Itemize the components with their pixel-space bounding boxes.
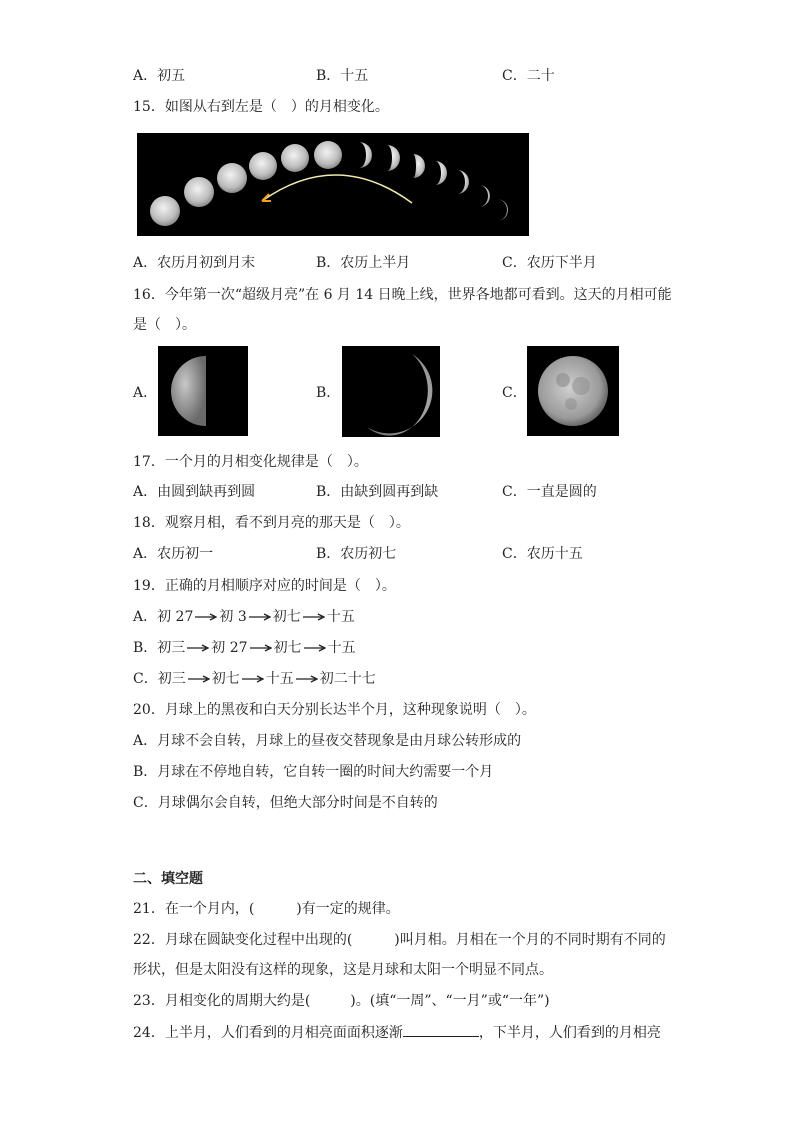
seq-item: A．初 27 <box>133 609 194 625</box>
q21-post: )有一定的规律。 <box>296 901 400 917</box>
q24 <box>133 1022 661 1043</box>
q15-option-a[interactable]: A．农历月初到月末 <box>133 255 256 271</box>
q16-option-a-image[interactable] <box>158 346 248 436</box>
q17-stem: 17．一个月的月相变化规律是（ ）。 <box>133 454 368 470</box>
arrow-curve <box>262 175 412 203</box>
q21-pre: 21．在一个月内，( <box>133 901 255 917</box>
q14-option-a[interactable]: A．初五 <box>133 68 186 84</box>
seq-item: B．初三 <box>133 640 186 656</box>
moon-phases-sequence-image <box>137 133 529 236</box>
q16-stem-line2: 是（ ）。 <box>133 317 196 333</box>
q17-option-c[interactable]: C．一直是圆的 <box>502 484 597 500</box>
q16-option-b-image[interactable] <box>342 346 440 437</box>
seq-item: 初 27 <box>211 640 248 656</box>
moon-phase-icons <box>150 141 508 226</box>
seq-item: 初 3 <box>219 609 247 625</box>
q16-stem-line1: 16．今年第一次“超级月亮”在 6 月 14 日晚上线，世界各地都可看到。这天的月相可能 <box>133 287 672 303</box>
q24-pre: 24．上半月，人们看到的月相亮面面积逐渐 <box>133 1025 403 1041</box>
seq-item: 初七 <box>272 609 301 625</box>
arrow-right-icon <box>195 612 217 622</box>
q18-stem: 18．观察月相，看不到月亮的那天是（ ）。 <box>133 515 410 531</box>
seq-item: 初二十七 <box>319 671 376 687</box>
q17-option-b[interactable]: B．由缺到圆再到缺 <box>316 484 439 500</box>
q15-option-c[interactable]: C．农历下半月 <box>502 255 597 271</box>
q23 <box>133 991 550 1011</box>
q22-line2: 形状，但是太阳没有这样的现象，这是月球和太阳一个明显不同点。 <box>133 962 553 978</box>
q14-option-b[interactable]: B．十五 <box>316 68 369 84</box>
q18-option-a[interactable]: A．农历初一 <box>133 546 214 562</box>
q19-stem: 19．正确的月相顺序对应的时间是（ ）。 <box>133 578 396 594</box>
q24-blank[interactable] <box>403 1022 479 1037</box>
section-title-fill-in: 二、填空题 <box>133 871 203 887</box>
q20-option-b[interactable]: B．月球在不停地自转，它自转一圈的时间大约需要一个月 <box>133 764 494 780</box>
arrow-right-icon <box>187 643 209 653</box>
crescent-moon-icon <box>342 346 440 437</box>
q16-option-b-letter[interactable]: B． <box>316 385 341 401</box>
q23-pre: 23．月相变化的周期大约是( <box>133 993 311 1009</box>
q15-option-b[interactable]: B．农历上半月 <box>316 255 411 271</box>
arrow-right-icon <box>249 612 271 622</box>
seq-item: C．初三 <box>133 671 186 687</box>
moon-phases-graphic <box>137 133 529 236</box>
seq-item: 十五 <box>327 640 356 656</box>
seq-item: 十五 <box>326 609 355 625</box>
seq-item: 十五 <box>265 671 294 687</box>
arrow-right-icon <box>304 643 326 653</box>
q20-option-a[interactable]: A．月球不会自转，月球上的昼夜交替现象是由月球公转形成的 <box>133 733 522 749</box>
arrow-right-icon <box>188 674 210 684</box>
q21 <box>133 899 400 919</box>
seq-item: 初七 <box>273 640 302 656</box>
arrow-right-icon <box>303 612 325 622</box>
q19-option-b[interactable] <box>133 638 356 658</box>
q24-post: ，下半月，人们看到的月相亮 <box>478 1025 661 1041</box>
full-moon-icon <box>527 346 619 436</box>
q14-option-c[interactable]: C．二十 <box>502 68 555 84</box>
q22-pre: 22．月球在圆缺变化过程中出现的( <box>133 932 353 948</box>
q20-stem: 20．月球上的黑夜和白天分别长达半个月，这种现象说明（ ）。 <box>133 702 536 718</box>
arrow-right-icon <box>250 643 272 653</box>
arrow-right-icon <box>242 674 264 684</box>
q23-post: )。(填“一周”、“一月”或“一年”) <box>350 993 550 1009</box>
q19-option-c[interactable] <box>133 669 376 689</box>
q18-option-c[interactable]: C．农历十五 <box>502 546 583 562</box>
q18-option-b[interactable]: B．农历初七 <box>316 546 397 562</box>
q16-option-a-letter[interactable]: A． <box>133 385 158 401</box>
q16-option-c-letter[interactable]: C． <box>502 385 527 401</box>
seq-item: 初七 <box>211 671 240 687</box>
q16-option-c-image[interactable] <box>527 346 619 436</box>
arrow-right-icon <box>296 674 318 684</box>
q15-stem: 15．如图从右到左是（ ）的月相变化。 <box>133 99 389 115</box>
q17-option-a[interactable]: A．由圆到缺再到圆 <box>133 484 256 500</box>
q20-option-c[interactable]: C．月球偶尔会自转，但绝大部分时间是不自转的 <box>133 795 438 811</box>
q19-option-a[interactable] <box>133 607 355 627</box>
q22-post: )叫月相。月相在一个月的不同时期有不同的 <box>394 932 666 948</box>
q22-line1 <box>133 930 666 950</box>
half-moon-icon <box>158 346 248 436</box>
